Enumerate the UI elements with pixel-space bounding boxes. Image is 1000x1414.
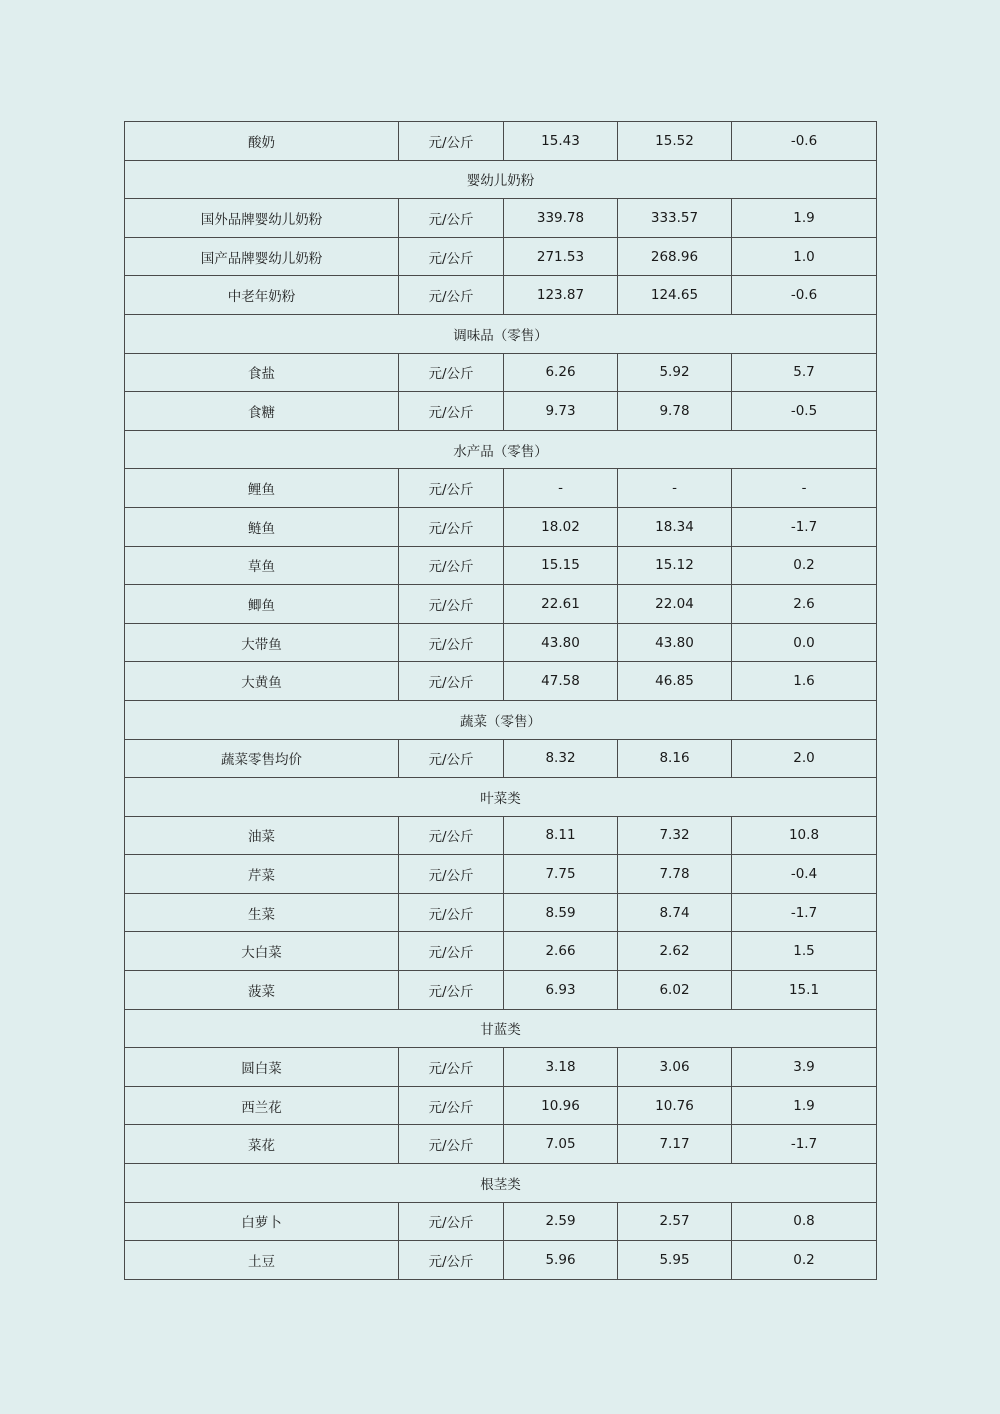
- item-name-cell: 草鱼: [125, 546, 399, 585]
- table-row: [125, 1241, 877, 1280]
- current-price-cell: 8.11: [504, 816, 618, 855]
- unit-cell: 元/公斤: [399, 276, 504, 315]
- table-row: [125, 1048, 877, 1087]
- section-header-row: [125, 1164, 877, 1203]
- unit-cell: 元/公斤: [399, 1048, 504, 1087]
- change-percent-cell: -0.4: [732, 855, 877, 894]
- current-price-cell: 339.78: [504, 199, 618, 238]
- change-percent-cell: 1.9: [732, 199, 877, 238]
- current-price-cell: 18.02: [504, 507, 618, 546]
- table-row: [125, 1086, 877, 1125]
- unit-cell: 元/公斤: [399, 585, 504, 624]
- unit-cell: 元/公斤: [399, 469, 504, 508]
- previous-price-cell: 2.62: [618, 932, 732, 971]
- section-title: 根茎类: [125, 1164, 877, 1203]
- previous-price-cell: -: [618, 469, 732, 508]
- current-price-cell: 10.96: [504, 1086, 618, 1125]
- previous-price-cell: 2.57: [618, 1202, 732, 1241]
- item-name-cell: 食盐: [125, 353, 399, 392]
- item-name-cell: 土豆: [125, 1241, 399, 1280]
- current-price-cell: 2.59: [504, 1202, 618, 1241]
- table-row: [125, 237, 877, 276]
- unit-cell: 元/公斤: [399, 546, 504, 585]
- item-name-cell: 圆白菜: [125, 1048, 399, 1087]
- current-price-cell: 15.43: [504, 122, 618, 161]
- item-name-cell: 蔬菜零售均价: [125, 739, 399, 778]
- item-name-cell: 国外品牌婴幼儿奶粉: [125, 199, 399, 238]
- unit-cell: 元/公斤: [399, 507, 504, 546]
- change-percent-cell: 1.0: [732, 237, 877, 276]
- table-row: [125, 353, 877, 392]
- item-name-cell: 鲢鱼: [125, 507, 399, 546]
- table-row: [125, 1125, 877, 1164]
- item-name-cell: 大带鱼: [125, 623, 399, 662]
- table-row: [125, 739, 877, 778]
- section-title: 婴幼儿奶粉: [125, 160, 877, 199]
- change-percent-cell: 1.5: [732, 932, 877, 971]
- previous-price-cell: 15.12: [618, 546, 732, 585]
- previous-price-cell: 5.95: [618, 1241, 732, 1280]
- item-name-cell: 白萝卜: [125, 1202, 399, 1241]
- item-name-cell: 芹菜: [125, 855, 399, 894]
- table-row: [125, 623, 877, 662]
- previous-price-cell: 5.92: [618, 353, 732, 392]
- table-row: [125, 585, 877, 624]
- section-header-row: [125, 700, 877, 739]
- unit-cell: 元/公斤: [399, 971, 504, 1010]
- item-name-cell: 鲤鱼: [125, 469, 399, 508]
- current-price-cell: -: [504, 469, 618, 508]
- previous-price-cell: 15.52: [618, 122, 732, 161]
- item-name-cell: 国产品牌婴幼儿奶粉: [125, 237, 399, 276]
- table-row: [125, 469, 877, 508]
- item-name-cell: 菜花: [125, 1125, 399, 1164]
- unit-cell: 元/公斤: [399, 1086, 504, 1125]
- change-percent-cell: 10.8: [732, 816, 877, 855]
- section-title: 甘蓝类: [125, 1009, 877, 1048]
- unit-cell: 元/公斤: [399, 122, 504, 161]
- current-price-cell: 47.58: [504, 662, 618, 701]
- previous-price-cell: 22.04: [618, 585, 732, 624]
- current-price-cell: 9.73: [504, 392, 618, 431]
- change-percent-cell: -0.5: [732, 392, 877, 431]
- previous-price-cell: 46.85: [618, 662, 732, 701]
- change-percent-cell: 5.7: [732, 353, 877, 392]
- change-percent-cell: 0.2: [732, 1241, 877, 1280]
- table-row: [125, 507, 877, 546]
- change-percent-cell: -1.7: [732, 893, 877, 932]
- table-row: [125, 971, 877, 1010]
- unit-cell: 元/公斤: [399, 623, 504, 662]
- item-name-cell: 中老年奶粉: [125, 276, 399, 315]
- change-percent-cell: 0.0: [732, 623, 877, 662]
- change-percent-cell: -1.7: [732, 507, 877, 546]
- table-row: [125, 1202, 877, 1241]
- change-percent-cell: -: [732, 469, 877, 508]
- change-percent-cell: 3.9: [732, 1048, 877, 1087]
- current-price-cell: 6.93: [504, 971, 618, 1010]
- current-price-cell: 6.26: [504, 353, 618, 392]
- unit-cell: 元/公斤: [399, 1125, 504, 1164]
- item-name-cell: 菠菜: [125, 971, 399, 1010]
- current-price-cell: 7.75: [504, 855, 618, 894]
- unit-cell: 元/公斤: [399, 353, 504, 392]
- item-name-cell: 生菜: [125, 893, 399, 932]
- change-percent-cell: -1.7: [732, 1125, 877, 1164]
- table-row: [125, 122, 877, 161]
- unit-cell: 元/公斤: [399, 932, 504, 971]
- previous-price-cell: 7.32: [618, 816, 732, 855]
- current-price-cell: 3.18: [504, 1048, 618, 1087]
- item-name-cell: 鲫鱼: [125, 585, 399, 624]
- unit-cell: 元/公斤: [399, 199, 504, 238]
- section-header-row: [125, 160, 877, 199]
- previous-price-cell: 7.78: [618, 855, 732, 894]
- previous-price-cell: 8.74: [618, 893, 732, 932]
- table-row: [125, 546, 877, 585]
- previous-price-cell: 43.80: [618, 623, 732, 662]
- previous-price-cell: 124.65: [618, 276, 732, 315]
- section-title: 叶菜类: [125, 778, 877, 817]
- unit-cell: 元/公斤: [399, 1241, 504, 1280]
- section-header-row: [125, 314, 877, 353]
- change-percent-cell: -0.6: [732, 276, 877, 315]
- current-price-cell: 43.80: [504, 623, 618, 662]
- table-row: [125, 932, 877, 971]
- item-name-cell: 酸奶: [125, 122, 399, 161]
- previous-price-cell: 9.78: [618, 392, 732, 431]
- table-row: [125, 816, 877, 855]
- previous-price-cell: 10.76: [618, 1086, 732, 1125]
- table-row: [125, 276, 877, 315]
- section-header-row: [125, 1009, 877, 1048]
- current-price-cell: 123.87: [504, 276, 618, 315]
- unit-cell: 元/公斤: [399, 855, 504, 894]
- change-percent-cell: -0.6: [732, 122, 877, 161]
- unit-cell: 元/公斤: [399, 392, 504, 431]
- unit-cell: 元/公斤: [399, 662, 504, 701]
- previous-price-cell: 268.96: [618, 237, 732, 276]
- current-price-cell: 2.66: [504, 932, 618, 971]
- current-price-cell: 22.61: [504, 585, 618, 624]
- current-price-cell: 271.53: [504, 237, 618, 276]
- table-row: [125, 855, 877, 894]
- item-name-cell: 大白菜: [125, 932, 399, 971]
- table-row: [125, 392, 877, 431]
- current-price-cell: 5.96: [504, 1241, 618, 1280]
- item-name-cell: 西兰花: [125, 1086, 399, 1125]
- item-name-cell: 大黄鱼: [125, 662, 399, 701]
- unit-cell: 元/公斤: [399, 816, 504, 855]
- current-price-cell: 7.05: [504, 1125, 618, 1164]
- price-table: [124, 121, 877, 1280]
- previous-price-cell: 7.17: [618, 1125, 732, 1164]
- current-price-cell: 8.32: [504, 739, 618, 778]
- unit-cell: 元/公斤: [399, 739, 504, 778]
- unit-cell: 元/公斤: [399, 237, 504, 276]
- previous-price-cell: 333.57: [618, 199, 732, 238]
- change-percent-cell: 1.9: [732, 1086, 877, 1125]
- section-header-row: [125, 778, 877, 817]
- table-row: [125, 662, 877, 701]
- section-title: 调味品（零售）: [125, 314, 877, 353]
- change-percent-cell: 1.6: [732, 662, 877, 701]
- table-row: [125, 199, 877, 238]
- previous-price-cell: 8.16: [618, 739, 732, 778]
- change-percent-cell: 0.2: [732, 546, 877, 585]
- previous-price-cell: 18.34: [618, 507, 732, 546]
- section-title: 水产品（零售）: [125, 430, 877, 469]
- section-header-row: [125, 430, 877, 469]
- price-table-body: [125, 122, 877, 1280]
- change-percent-cell: 2.6: [732, 585, 877, 624]
- previous-price-cell: 3.06: [618, 1048, 732, 1087]
- unit-cell: 元/公斤: [399, 1202, 504, 1241]
- current-price-cell: 8.59: [504, 893, 618, 932]
- change-percent-cell: 2.0: [732, 739, 877, 778]
- unit-cell: 元/公斤: [399, 893, 504, 932]
- item-name-cell: 食糖: [125, 392, 399, 431]
- section-title: 蔬菜（零售）: [125, 700, 877, 739]
- table-row: [125, 893, 877, 932]
- change-percent-cell: 15.1: [732, 971, 877, 1010]
- previous-price-cell: 6.02: [618, 971, 732, 1010]
- change-percent-cell: 0.8: [732, 1202, 877, 1241]
- item-name-cell: 油菜: [125, 816, 399, 855]
- current-price-cell: 15.15: [504, 546, 618, 585]
